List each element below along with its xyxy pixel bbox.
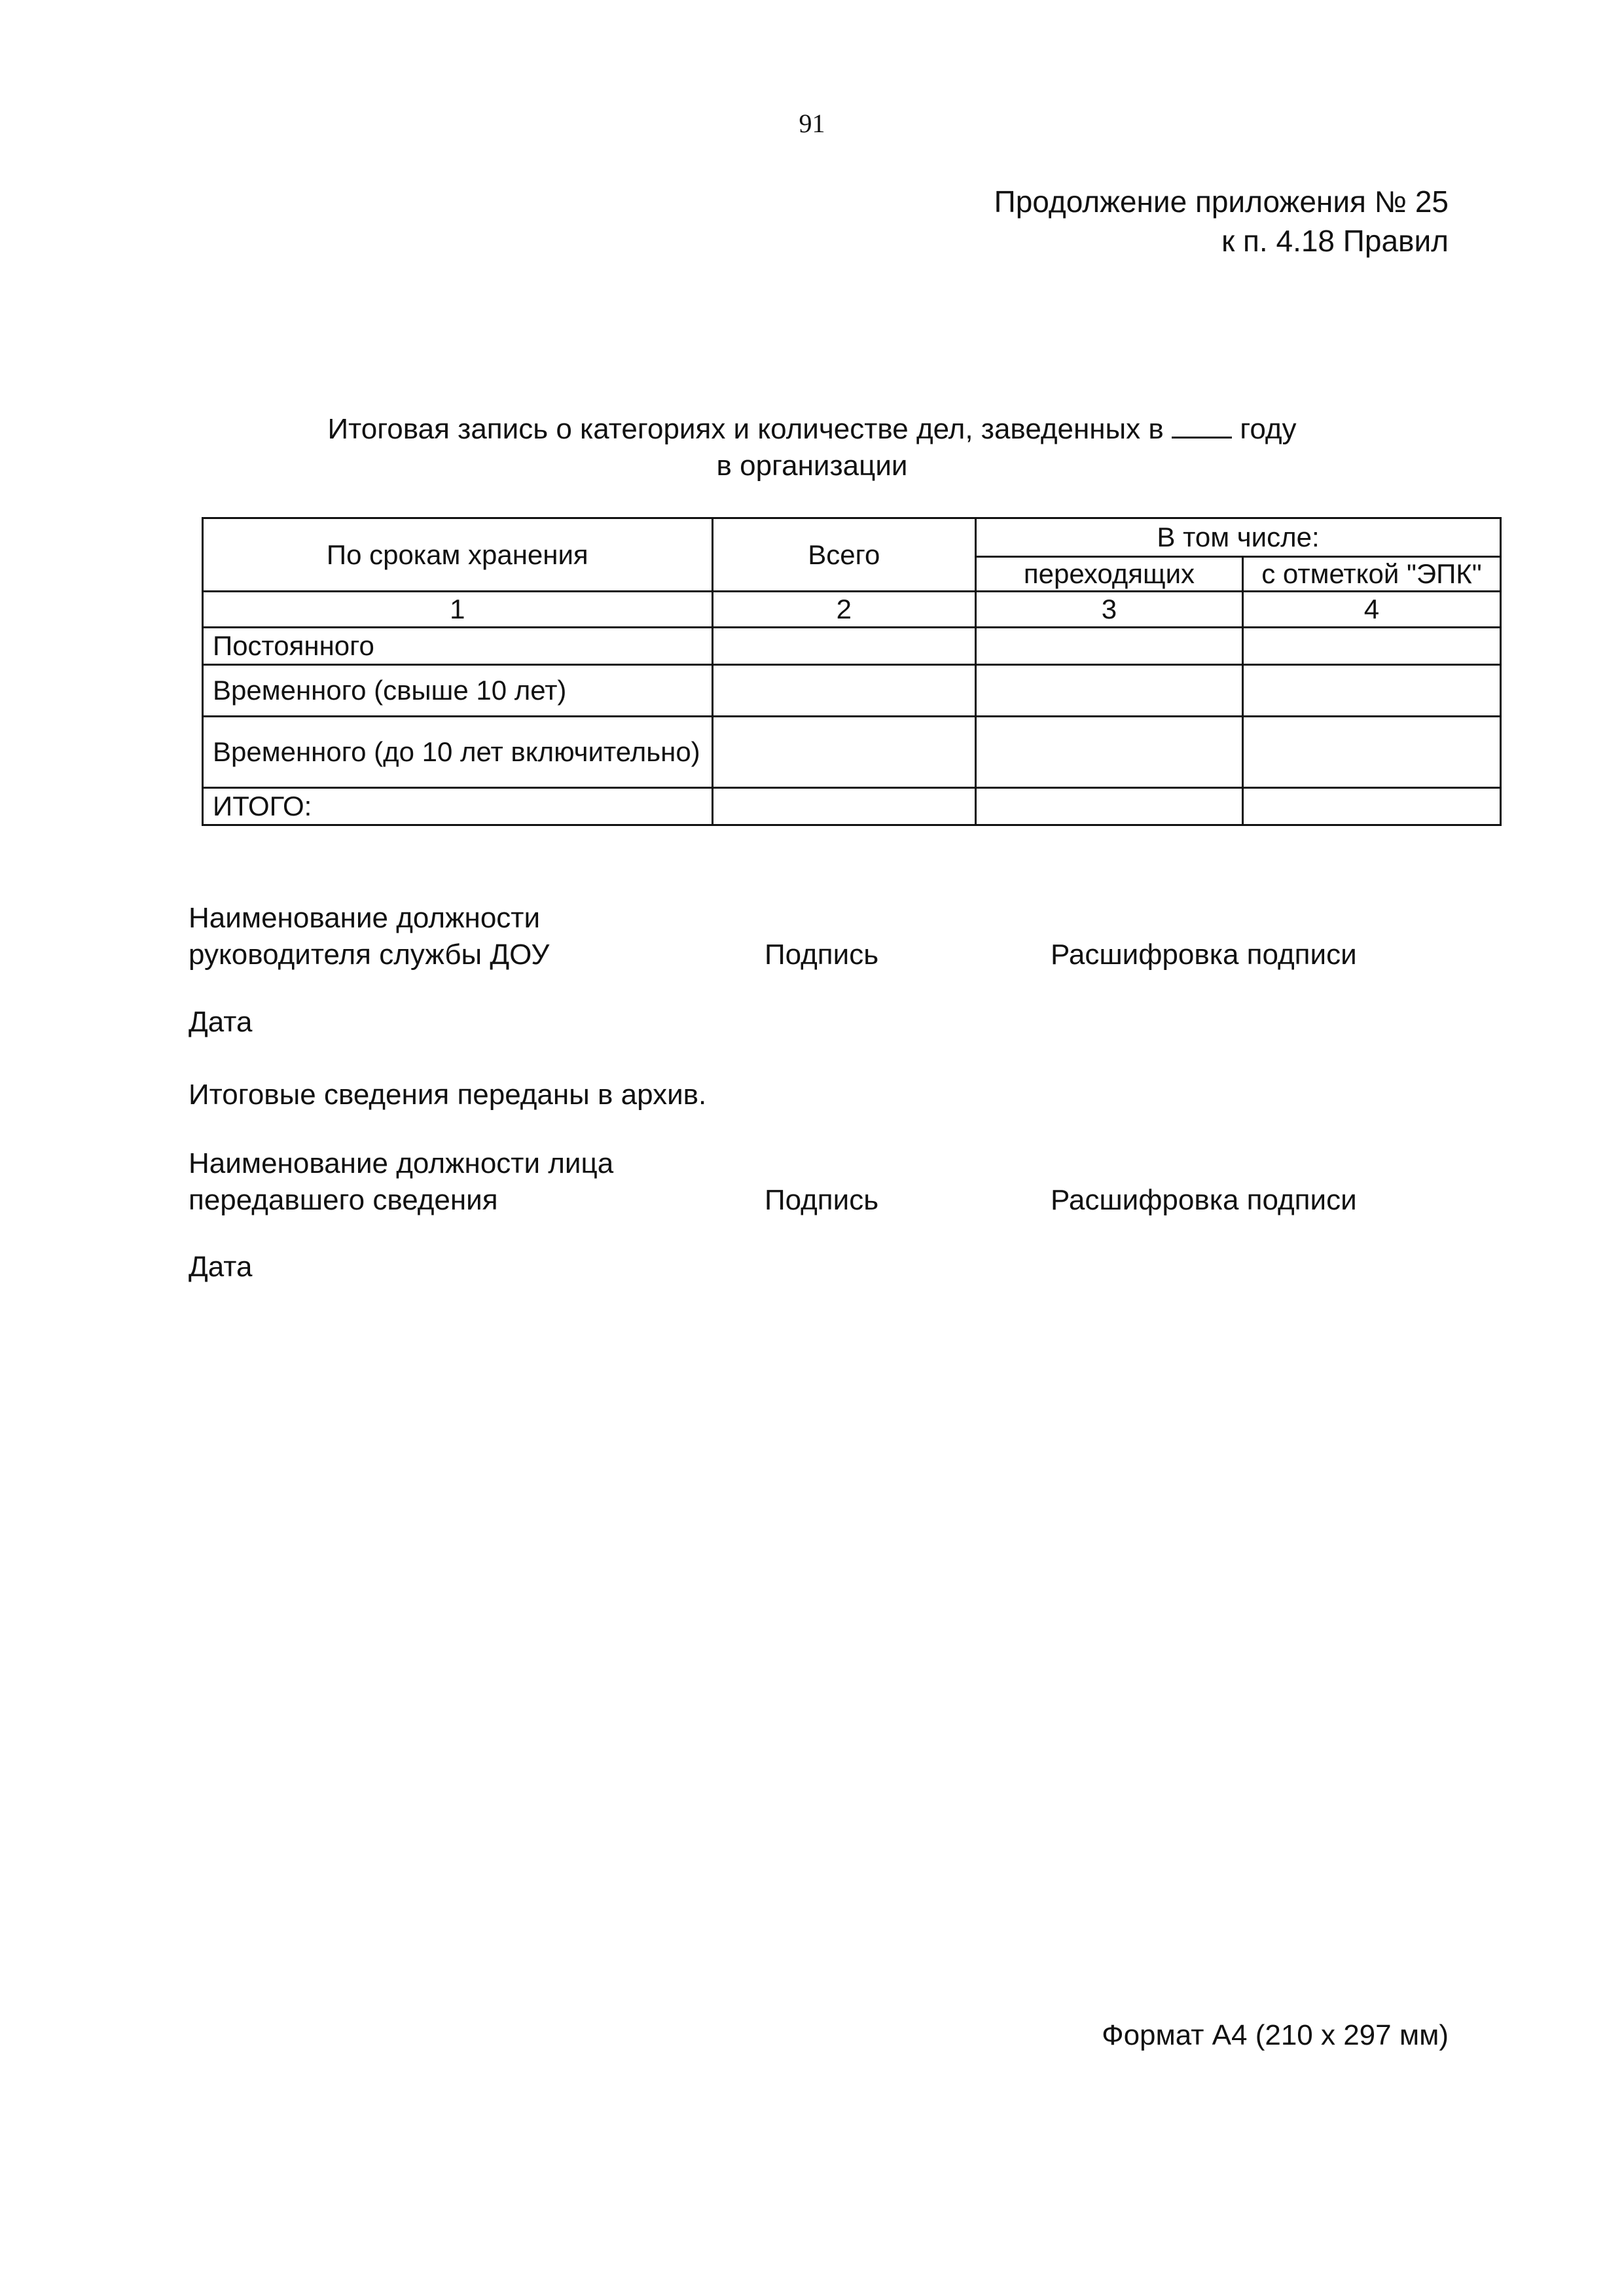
column-number-2: 2 (712, 592, 976, 628)
cell-transitional[interactable] (976, 665, 1243, 717)
cell-total[interactable] (712, 628, 976, 665)
signature-label: Подпись (765, 1184, 879, 1216)
row-label-temporary-up-to-10: Временного (до 10 лет включительно) (203, 717, 713, 788)
position-line-2: передавшего сведения (189, 1184, 498, 1216)
format-note: Формат А4 (210 х 297 мм) (1102, 2019, 1449, 2051)
row-label-total: ИТОГО: (203, 788, 713, 825)
date-label: Дата (189, 1006, 253, 1038)
transfer-note: Итоговые сведения переданы в архив. (189, 1079, 707, 1111)
cell-transitional[interactable] (976, 717, 1243, 788)
position-line-2: руководителя службы ДОУ (189, 939, 550, 971)
table-row (203, 717, 1501, 788)
document-title (0, 411, 1624, 484)
cell-total[interactable] (712, 788, 976, 825)
cell-epk[interactable] (1242, 628, 1500, 665)
position-title-head (189, 900, 549, 973)
header-total: Всего (712, 518, 976, 592)
appendix-reference (994, 182, 1449, 260)
title-text-after: году (1240, 413, 1297, 445)
header-transitional: переходящих (976, 557, 1243, 592)
row-label-temporary-over-10: Временного (свыше 10 лет) (203, 665, 713, 717)
table-row (203, 665, 1501, 717)
date-label: Дата (189, 1251, 253, 1283)
position-line-1: Наименование должности лица (189, 1147, 614, 1179)
year-blank-field[interactable] (1172, 412, 1232, 439)
cell-epk[interactable] (1242, 788, 1500, 825)
cell-epk[interactable] (1242, 717, 1500, 788)
column-number-4: 4 (1242, 592, 1500, 628)
position-line-1: Наименование должности (189, 902, 541, 934)
cell-transitional[interactable] (976, 788, 1243, 825)
position-title-sender (189, 1145, 613, 1219)
header-storage-period: По срокам хранения (203, 518, 713, 592)
signature-decoding-label: Расшифровка подписи (1051, 1184, 1357, 1216)
header-including: В том числе: (976, 518, 1501, 557)
cell-transitional[interactable] (976, 628, 1243, 665)
table-row (203, 628, 1501, 665)
column-number-3: 3 (976, 592, 1243, 628)
table-row (203, 788, 1501, 825)
header-epk: с отметкой "ЭПК" (1242, 557, 1500, 592)
cell-total[interactable] (712, 665, 976, 717)
cell-total[interactable] (712, 717, 976, 788)
title-line-1 (0, 411, 1624, 448)
title-line-2: в организации (716, 450, 908, 482)
appendix-line-2: к п. 4.18 Правил (1221, 224, 1449, 258)
title-text-before: Итоговая запись о категориях и количестве дел, заведенных в (327, 413, 1164, 445)
row-label-permanent: Постоянного (203, 628, 713, 665)
signature-decoding-label: Расшифровка подписи (1051, 939, 1357, 971)
cell-epk[interactable] (1242, 665, 1500, 717)
summary-table (202, 517, 1502, 826)
column-number-1: 1 (203, 592, 713, 628)
page-number: 91 (799, 109, 825, 138)
appendix-line-1: Продолжение приложения № 25 (994, 185, 1449, 219)
signature-label: Подпись (765, 939, 879, 971)
